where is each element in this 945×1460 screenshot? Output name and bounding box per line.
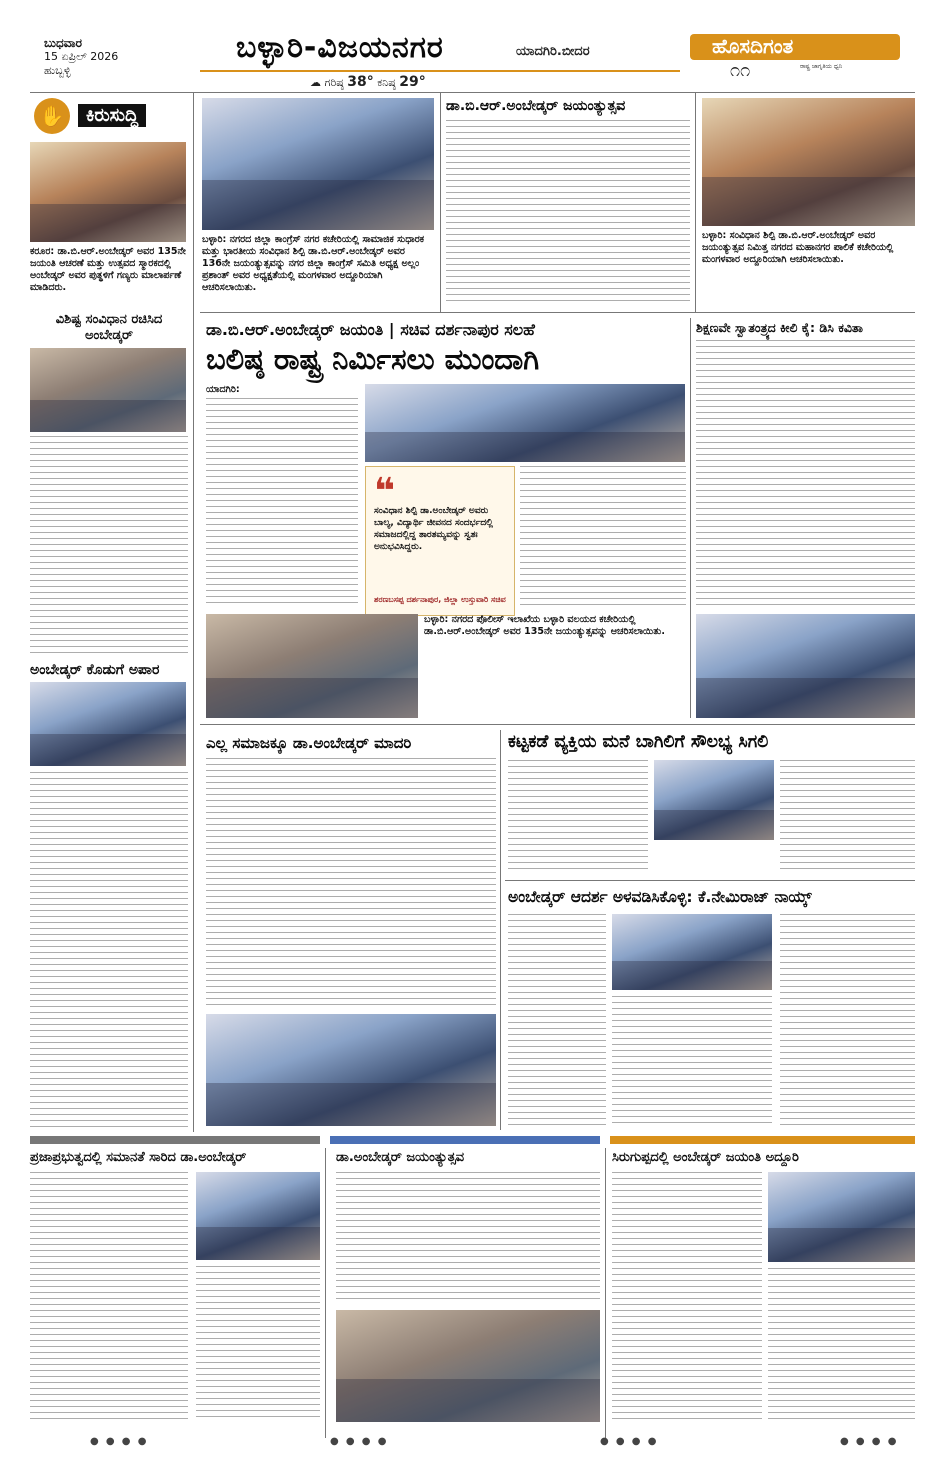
quote-attribution: ಶರಣಬಸಪ್ಪ ದರ್ಶನಾಪುರ, ಜಿಲ್ಲಾ ಉಸ್ತುವಾರಿ ಸಚಿವ bbox=[374, 595, 506, 604]
right-headline-1: ಶಿಕ್ಷಣವೇ ಸ್ವಾತಂತ್ರ್ಯದ ಕೀಲಿ ಕೈ: ಡಿಸಿ ಕವಿತಾ bbox=[696, 320, 863, 335]
quote-mark-icon: ❝ bbox=[374, 471, 396, 512]
bottom-3-text-a bbox=[612, 1172, 762, 1422]
temp-min: 29° bbox=[399, 74, 426, 90]
left-headline-2: ಅಂಬೇಡ್ಕರ್ ಕೊಡುಗೆ ಅಪಾರ bbox=[30, 662, 160, 678]
bottom-1-text-a bbox=[30, 1172, 188, 1422]
date: 15 ಏಪ್ರಿಲ್ 2026 bbox=[44, 50, 119, 63]
masthead bbox=[0, 0, 945, 92]
bottom-section-bar-1 bbox=[30, 1136, 320, 1144]
masthead-rule bbox=[200, 70, 680, 72]
photo-group-left-2 bbox=[30, 682, 186, 766]
newspaper-brand bbox=[690, 30, 900, 82]
rule-mid-right bbox=[505, 880, 915, 881]
bottom-1-text-b bbox=[196, 1266, 320, 1422]
top-center-headline: ಡಾ.ಬಿ.ಆರ್.ಅಂಬೇಡ್ಕರ್ ಜಯಂತ್ಯುತ್ಸವ bbox=[446, 98, 626, 114]
column-rule-right bbox=[690, 318, 691, 718]
photo-main-stage bbox=[365, 384, 685, 462]
temp-min-label: ಕನಿಷ್ಠ bbox=[377, 76, 396, 89]
registration-dots-3: ● ● ● ● bbox=[600, 1436, 659, 1447]
photo-bottom-1 bbox=[196, 1172, 320, 1260]
temp-max: 38° bbox=[347, 74, 374, 90]
page-subtitle: ಯಾದಗಿರಿ.ಬೀದರ bbox=[516, 44, 590, 59]
photo-congress-office bbox=[202, 98, 434, 230]
mid-right-text-2 bbox=[780, 760, 915, 872]
main-headline: ಬಲಿಷ್ಠ ರಾಷ್ಟ್ರ ನಿರ್ಮಿಸಲು ಮುಂದಾಗಿ bbox=[206, 342, 540, 376]
bottom-headline-2: ಡಾ.ಅಂಬೇಡ್ಕರ್ ಜಯಂತ್ಯುತ್ಸವ bbox=[336, 1150, 465, 1165]
bottom-section-bar-2 bbox=[330, 1136, 600, 1144]
edition-city: ಹುಬ್ಬಳ್ಳಿ bbox=[44, 64, 71, 77]
left-headline-1: ವಿಶಿಷ್ಟ ಸಂವಿಧಾನ ರಚಿಸಿದ ಅಂಬೇಡ್ಕರ್ bbox=[55, 312, 163, 343]
mid-right-text-4 bbox=[612, 996, 772, 1126]
photo-group-left-1 bbox=[30, 348, 186, 432]
photo-bottom-3 bbox=[768, 1172, 915, 1262]
main-text-col-2 bbox=[520, 466, 686, 606]
left-story-1-text bbox=[30, 436, 188, 656]
main-dateline: ಯಾದಗಿರಿ: bbox=[206, 384, 240, 395]
quote-box bbox=[365, 466, 515, 616]
mid-right-text-3 bbox=[508, 914, 606, 1126]
brand-tagline: ರಾಷ್ಟ್ರ ಜಾಗೃತಿಯ ಧ್ವನಿ bbox=[800, 63, 843, 70]
main-kicker: ಡಾ.ಬಿ.ಆರ್.ಅಂಬೇಡ್ಕರ್ ಜಯಂತಿ | ಸಚಿವ ದರ್ಶನಾಪುರ ಸಲಹೆ bbox=[206, 320, 535, 339]
mid-right-headline: ಕಟ್ಟಕಡೆ ವ್ಯಕ್ತಿಯ ಮನೆ ಬಾಗಿಲಿಗೆ ಸೌಲಭ್ಯ ಸಿಗಲಿ bbox=[508, 732, 769, 752]
quote-text: ಸಂವಿಧಾನ ಶಿಲ್ಪಿ ಡಾ.ಅಂಬೇಡ್ಕರ್ ಅವರು ಬಾಲ್ಯ, ವಿದ್ಯಾರ್ಥಿ ಜೀವನದ ಸಂದರ್ಭದಲ್ಲಿ ಸಮಾಜದಲ್ಲಿದ್ದ ತಾರತಮ್ಯವನ್ನು ಸ್ವತಃ ಅನುಭವಿಸಿದ್ದರು. bbox=[374, 506, 493, 552]
photo-corporation-office bbox=[702, 98, 915, 226]
main-text-col-1 bbox=[206, 398, 358, 608]
bottom-2-text bbox=[336, 1172, 600, 1302]
column-rule-bottom-1 bbox=[325, 1148, 326, 1438]
photo-mid-left bbox=[206, 1014, 496, 1126]
photo-mid-right-2 bbox=[612, 914, 772, 990]
registration-dots-2: ● ● ● ● bbox=[330, 1436, 389, 1447]
brand-logo: ಹೊಸದಿಗಂತ bbox=[712, 34, 794, 58]
kirusuddi-label bbox=[30, 96, 180, 140]
page-number: ೧೧ bbox=[730, 60, 751, 81]
cloud-icon: ☁ bbox=[310, 76, 321, 89]
mid-left-text bbox=[206, 758, 496, 1008]
column-rule-top-right bbox=[695, 92, 696, 312]
photo-mid-right-1 bbox=[654, 760, 774, 840]
column-rule-top-mid bbox=[440, 92, 441, 312]
page-title: ಬಳ್ಳಾರಿ-ವಿಜಯನಗರ bbox=[236, 30, 444, 65]
top-rule bbox=[30, 92, 915, 93]
top-right-caption: ಬಳ್ಳಾರಿ: ಸಂವಿಧಾನ ಶಿಲ್ಪಿ ಡಾ.ಬಿ.ಆರ್.ಅಂಬೇಡ್ಕರ್ ಅವರ ಜಯಂತ್ಯುತ್ಸವ ನಿಮಿತ್ತ ನಗರದ ಮಹಾನಗರ ಪಾಲಿಕೆ ಕಚೇರಿಯಲ್ಲಿ ಮಂಗಳವಾರ ಅದ್ದೂರಿಯಾಗಿ ಆಚರಿಸಲಾಯಿತು. bbox=[702, 230, 894, 265]
bottom-headline-1: ಪ್ರಜಾಪ್ರಭುತ್ವದಲ್ಲಿ ಸಮಾನತೆ ಸಾರಿದ ಡಾ.ಅಂಬೇಡ್ಕರ್ bbox=[30, 1150, 247, 1165]
kirusuddi-text: ಕಿರುಸುದ್ದಿ bbox=[78, 104, 146, 127]
photo-statue-garland bbox=[30, 142, 186, 242]
registration-dots-4: ● ● ● ● bbox=[840, 1436, 899, 1447]
mid-right-text-1 bbox=[508, 760, 648, 872]
rule-below-top bbox=[200, 312, 915, 313]
top-mid-caption: ಬಳ್ಳಾರಿ: ನಗರದ ಜಿಲ್ಲಾ ಕಾಂಗ್ರೆಸ್ ನಗರ ಕಚೇರಿಯಲ್ಲಿ ಸಾಮಾಜಿಕ ಸುಧಾರಕ ಮತ್ತು ಭಾರತೀಯ ಸಂವಿಧಾನ ಶಿಲ್ಪಿ ಡಾ.ಬಿ.ಆರ್.ಅಂಬೇಡ್ಕರ್ ಅವರ 136ನೇ ಜಯಂತ್ಯುತ್ಸವನ್ನು ನಗರ ಜಿಲ್ಲಾ ಕಾಂಗ್ರೆಸ್ ಸಮಿತಿ ಅಧ್ಯಕ್ಷ ಅಲ್ಲಂ ಪ್ರಶಾಂತ್ ಅವರ ಅಧ್ಯಕ್ಷತೆಯಲ್ಲಿ ಮಂಗಳವಾರ ಅದ್ದೂರಿಯಾಗಿ ಆಚರಿಸಲಾಯಿತು. bbox=[202, 234, 424, 293]
column-rule-left bbox=[193, 92, 194, 1132]
photo-dc-kavitha bbox=[696, 614, 915, 718]
weekday: ಬುಧವಾರ bbox=[44, 36, 82, 50]
bottom-3-text-b bbox=[768, 1268, 915, 1422]
rule-mid bbox=[200, 724, 915, 725]
weather-readout bbox=[310, 74, 426, 90]
edition-date-block bbox=[44, 36, 118, 78]
top-center-text bbox=[446, 120, 690, 306]
center-caption: ಬಳ್ಳಾರಿ: ನಗರದ ಪೊಲೀಸ್ ಇಲಾಖೆಯ ಬಳ್ಳಾರಿ ವಲಯದ ಕಚೇರಿಯಲ್ಲಿ ಡಾ.ಬಿ.ಆರ್.ಅಂಬೇಡ್ಕರ್ ಅವರ 135ನೇ ಜಯಂತ್ಯುತ್ಸವನ್ನು ಆಚರಿಸಲಾಯಿತು. bbox=[424, 614, 665, 637]
photo-bottom-2 bbox=[336, 1310, 600, 1422]
left-story-2-text bbox=[30, 772, 188, 1128]
temp-max-label: ಗರಿಷ್ಠ bbox=[324, 76, 344, 89]
column-rule-bottom-2 bbox=[605, 1148, 606, 1438]
thumbs-up-icon: ✋ bbox=[34, 98, 70, 134]
bottom-headline-3: ಸಿರುಗುಪ್ಪದಲ್ಲಿ ಅಂಬೇಡ್ಕರ್ ಜಯಂತಿ ಅದ್ದೂರಿ bbox=[612, 1150, 799, 1165]
mid-right-headline-2: ಅಂಬೇಡ್ಕರ್ ಆದರ್ಶ ಅಳವಡಿಸಿಕೊಳ್ಳಿ: ಕೆ.ನೇಮಿರಾಜ್ ನಾಯ್ಕ್ bbox=[508, 888, 812, 906]
registration-dots-1: ● ● ● ● bbox=[90, 1436, 149, 1447]
mid-right-text-5 bbox=[780, 914, 915, 1126]
column-rule-mid bbox=[500, 730, 501, 1130]
right-story-text bbox=[696, 340, 915, 608]
kiru-caption: ಕರೂರ: ಡಾ.ಬಿ.ಆರ್.ಅಂಬೇಡ್ಕರ್ ಅವರ 135ನೇ ಜಯಂತಿ ಆಚರಣೆ ಮತ್ತು ಉತ್ಸವದ ಸ್ಮಾರಕದಲ್ಲಿ ಅಂಬೇಡ್ಕರ್ ಅವರ ಪುತ್ಥಳಿಗೆ ಗಣ್ಯರು ಮಾಲಾರ್ಪಣೆ ಮಾಡಿದರು. bbox=[30, 246, 186, 293]
photo-police-office bbox=[206, 614, 418, 718]
mid-left-headline: ಎಲ್ಲ ಸಮಾಜಕ್ಕೂ ಡಾ.ಅಂಬೇಡ್ಕರ್ ಮಾದರಿ bbox=[206, 734, 412, 752]
bottom-section-bar-3 bbox=[610, 1136, 915, 1144]
